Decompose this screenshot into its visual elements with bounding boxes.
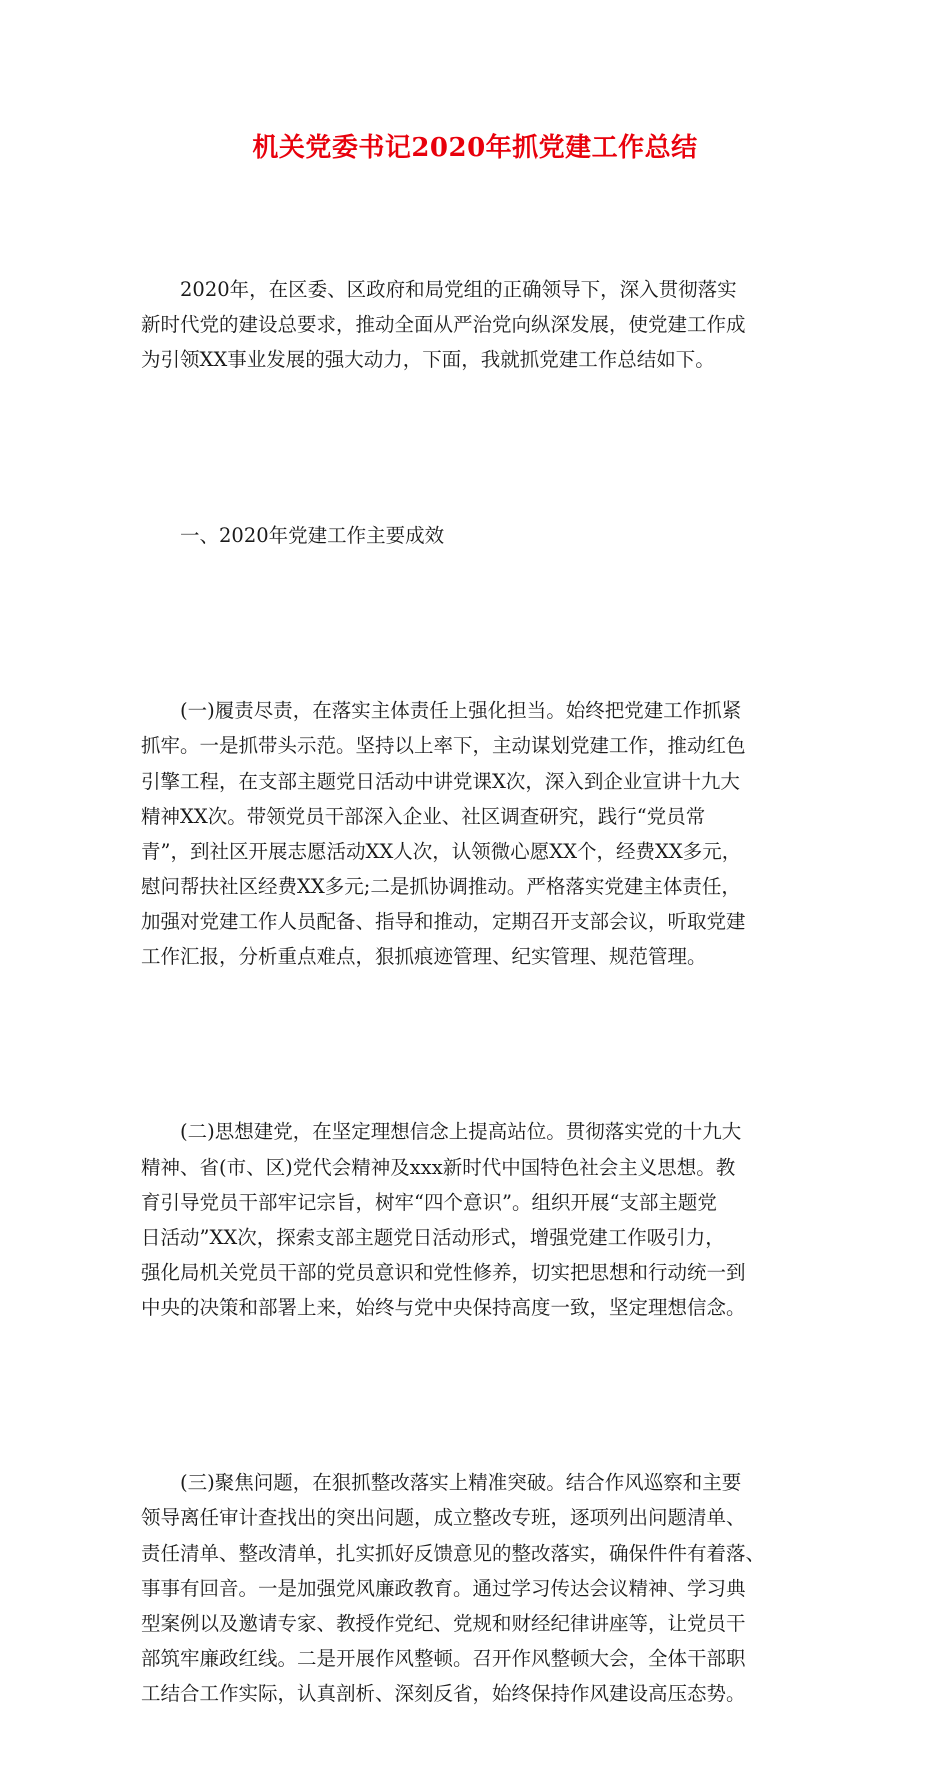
text-line: 责任清单、整改清单，扎实抓好反馈意见的整改落实，确保件件有着落、: [141, 1541, 766, 1565]
text-line: 为引领XX事业发展的强大动力，下面，我就抓党建工作总结如下。: [141, 348, 715, 372]
paragraph-ideology: [141, 1044, 825, 1395]
document-body: [141, 202, 825, 1781]
text-line: 加强对党建工作人员配备、指导和推动，定期召开支部会议，听取党建: [141, 909, 746, 933]
paragraph-responsibility: [141, 623, 825, 1044]
text-line: 引擎工程，在支部主题党日活动中讲党课X次，深入到企业宣讲十九大: [141, 769, 740, 793]
text-line: 事事有回音。一是加强党风廉政教育。通过学习传达会议精神、学习典: [141, 1576, 746, 1600]
text-line: 慰问帮扶社区经费XX多元;二是抓协调推动。严格落实党建主体责任，: [141, 874, 741, 898]
text-line: 部筑牢廉政红线。二是开展作风整顿。召开作风整顿大会，全体干部职: [141, 1646, 746, 1670]
text-line: 精神、省(市、区)党代会精神及xxx新时代中国特色社会主义思想。教: [141, 1155, 736, 1179]
text-line: (二)思想建党，在坚定理想信念上提高站位。贯彻落实党的十九大: [180, 1120, 742, 1144]
document-title: 机关党委书记2020年抓党建工作总结: [252, 133, 698, 163]
text-line: 育引导党员干部牢记宗旨，树牢“四个意识”。组织开展“支部主题党: [141, 1190, 717, 1214]
text-line: (一)履责尽责，在落实主体责任上强化担当。始终把党建工作抓紧: [180, 699, 742, 723]
text-line: 精神XX次。带领党员干部深入企业、社区调查研究，践行“党员常: [141, 804, 706, 828]
text-line: 强化局机关党员干部的党员意识和党性修养，切实把思想和行动统一到: [141, 1260, 746, 1284]
text-line: 工作汇报，分析重点难点，狠抓痕迹管理、纪实管理、规范管理。: [141, 944, 707, 968]
text-line: 2020年，在区委、区政府和局党组的正确领导下，深入贯彻落实: [180, 278, 737, 302]
text-line: 领导离任审计查找出的突出问题，成立整改专班，逐项列出问题清单、: [141, 1506, 746, 1530]
text-line: 中央的决策和部署上来，始终与党中央保持高度一致，坚定理想信念。: [141, 1295, 746, 1319]
text-line: 新时代党的建设总要求，推动全面从严治党向纵深发展，使党建工作成: [141, 313, 746, 337]
paragraph-rectification: [141, 1395, 825, 1781]
text-line: 型案例以及邀请专家、教授作党纪、党规和财经纪律讲座等，让党员干: [141, 1611, 746, 1635]
text-line: 抓牢。一是抓带头示范。坚持以上率下，主动谋划党建工作，推动红色: [141, 734, 746, 758]
text-line: 一、2020年党建工作主要成效: [180, 523, 445, 547]
text-line: 青”，到社区开展志愿活动XX人次，认领微心愿XX个，经费XX多元，: [141, 839, 742, 863]
text-line: 工结合工作实际，认真剖析、深刻反省，始终保持作风建设高压态势。: [141, 1681, 746, 1705]
text-line: 日活动”XX次，探索支部主题党日活动形式，增强党建工作吸引力，: [141, 1225, 725, 1249]
text-line: (三)聚焦问题，在狠抓整改落实上精准突破。结合作风巡察和主要: [180, 1471, 742, 1495]
section-heading-1: [141, 448, 825, 623]
paragraph-intro: [141, 202, 825, 448]
